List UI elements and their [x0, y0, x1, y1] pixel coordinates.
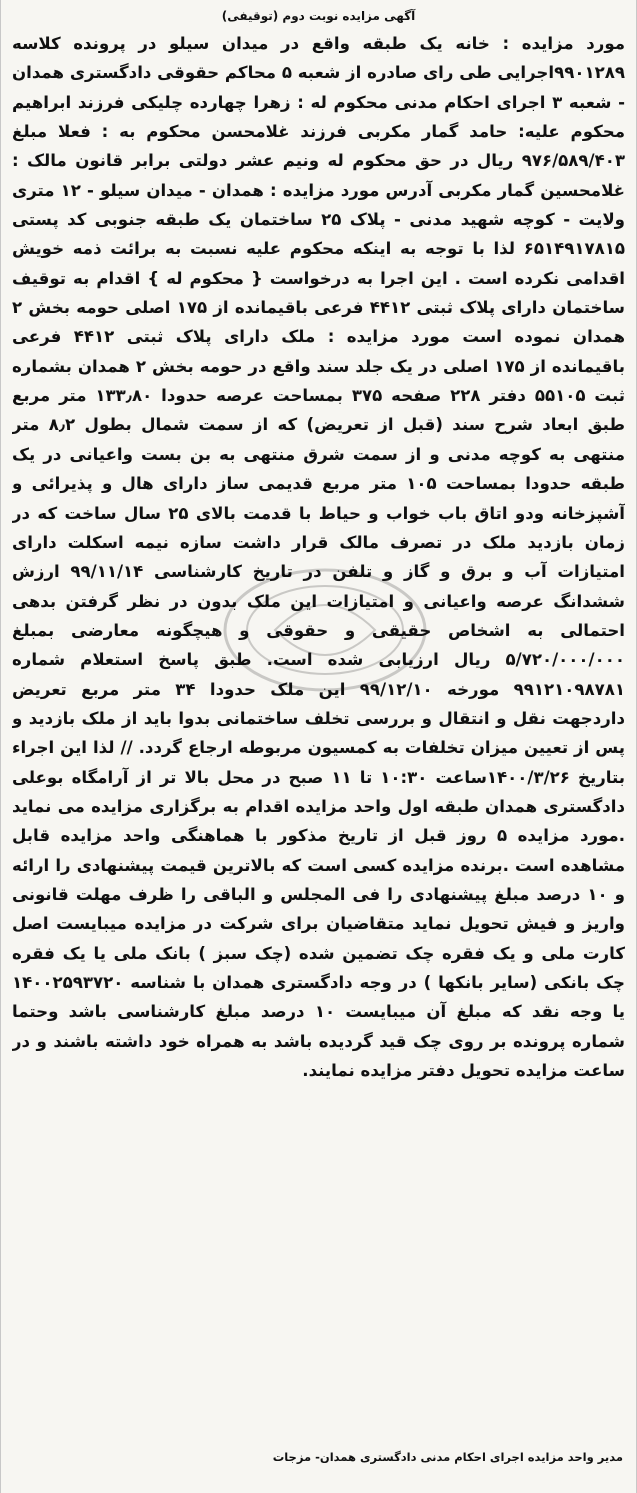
notice-footer: مدیر واحد مزایده اجرای احکام مدنی دادگستری همدان- مزجات [272, 1450, 623, 1464]
left-edge-line [0, 0, 1, 1493]
notice-body: مورد مزایده : خانه یک طبقه واقع در میدان سیلو در پرونده کلاسه ۹۹۰۱۲۸۹اجرایی طی رای صادره از شعبه ۵ محاکم حقوقی دادگستری همدان - شعبه ۳ اجرای احکام مدنی محکوم له : زهرا چهارده چلیکی فرزند ابراهیم محکوم علیه: حامد گمار مکربی فرزند غلامحسن محکوم به : فعلا مبلغ ۹۷۶/۵۸۹/۴۰۳ ریال در حق محکوم له ونیم عشر دولتی برابر قانون مالک : غلامحسین گمار مکربی آدرس مورد مزایده : همدان - میدان سیلو - ۱۲ متری ولایت - کوچه شهید مدنی - پلاک ۲۵ ساختمان یک طبقه جنوبی کد پستی ۶۵۱۴۹۱۷۸۱۵ لذا با توجه به اینکه محکوم علیه نسبت به برائت ذمه خویش اقدامی نکرده است . این اجرا به درخواست { محکوم له } اقدام به توقیف ساختمان دارای پلاک ثبتی ۴۴۱۲ فرعی باقیمانده از ۱۷۵ اصلی حومه بخش ۲ همدان نموده است مورد مزایده : ملک دارای پلاک ثبتی ۴۴۱۲ فرعی باقیمانده از ۱۷۵ اصلی در یک جلد سند واقع در حومه بخش ۲ همدان بشماره ثبت ۵۵۱۰۵ دفتر ۲۲۸ صفحه ۳۷۵ بمساحت عرصه حدودا ۱۳۳٫۸۰ متر مربع طبق ابعاد شرح سند (قبل از تعریض) که از سمت شمال بطول ۸٫۲ متر منتهی به کوچه مدنی و از سمت شرق منتهی به بن بست واعیانی در یک طبقه حدودا بمساحت ۱۰۵ متر مربع قدیمی ساز دارای هال و پذیرائی و آشپزخانه ودو اتاق باب خواب و حیاط با قدمت بالای ۲۵ سال ساخت که در زمان بازدید ملک در تصرف مالک قرار داشت سازه نیمه اسکلت دارای امتیازات آب و برق و گاز و تلفن در تاریخ کارشناسی ۹۹/۱۱/۱۴ ارزش ششدانگ عرصه واعیانی و امتیازات این ملک بدون در نظر گرفتن بدهی احتمالی به اشخاص حقیقی و حقوقی و هیچگونه معارضی بمبلغ ۵/۷۲۰/۰۰۰/۰۰۰ ریال ارزیابی شده است. طبق پاسخ استعلام شماره ۹۹۱۲۱۰۹۸۷۸۱ مورخه ۹۹/۱۲/۱۰ این ملک حدودا ۳۴ متر مربع تعریض داردجهت نقل و انتقال و بررسی تخلف ساختمانی بدوا باید از ملک بازدید و پس از تعیین میزان تخلفات به کمسیون مربوطه ارجاع گردد. // لذا این اجراء بتاریخ ۱۴۰۰/۳/۲۶ساعت ۱۰:۳۰ تا ۱۱ صبح در محل بالا تر از آرامگاه بوعلی دادگستری همدان طبقه اول واحد مزایده اقدام به برگزاری مزایده می نماید .مورد مزایده ۵ روز قبل از تاریخ مذکور با هماهنگی واحد مزایده قابل مشاهده است .برنده مزایده کسی است که بالاترین قیمت پیشنهادی را ارائه و ۱۰ درصد مبلغ پیشنهادی را فی المجلس و الباقی را ظرف مهلت قانونی واریز و فیش تحویل نماید متقاضیان برای شرکت در مزایده میبایست اصل کارت ملی و یک فقره چک تضمین شده (چک سبز ) بانک ملی یا یک فقره چک بانکی (سایر بانکها ) در وجه دادگستری همدان با شناسه ۱۴۰۰۲۵۹۳۷۲۰ یا وجه نقد که مبلغ آن میبایست ۱۰ درصد مبلغ کارشناسی باشد وحتما شماره پرونده بر روی چک قید گردیده باشد به همراه خود داشته باشند و در ساعت مزایده تحویل دفتر مزایده نمایند. [12, 34, 625, 1081]
notice-title: آگهی مزایده نوبت دوم (توقیفی) [221, 9, 416, 23]
